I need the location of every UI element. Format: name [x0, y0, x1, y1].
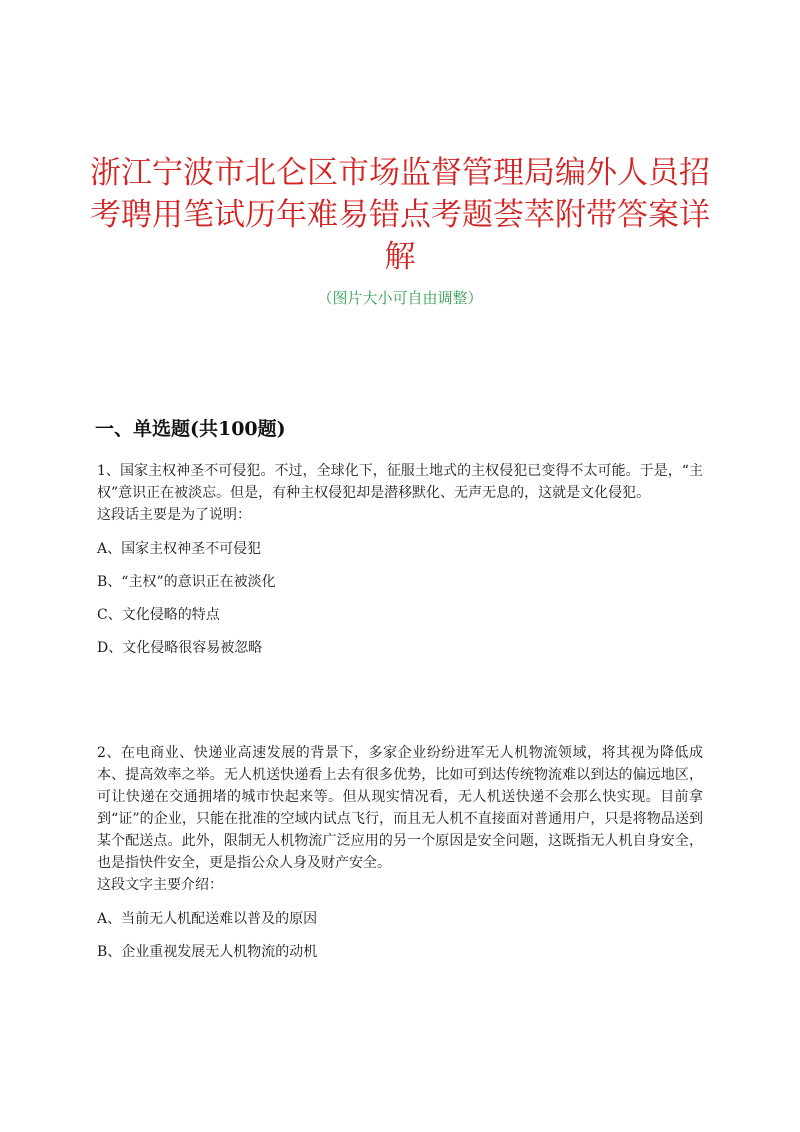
document-subtitle: （图片大小可自由调整）	[317, 289, 483, 307]
document-title: 浙江宁波市北仑区市场监督管理局编外人员招考聘用笔试历年难易错点考题荟萃附带答案详解	[90, 155, 710, 275]
question-2	[97, 742, 703, 974]
question-stem: 1、国家主权神圣不可侵犯。不过，全球化下，征服土地式的主权侵犯已变得不太可能。于是，“主权”意识正在被淡忘。但是，有种主权侵犯却是潜移默化、无声无息的，这就是文化侵犯。	[97, 463, 703, 501]
section-heading: 一、单选题(共100题)	[95, 418, 286, 440]
question-prompt: 这段文字主要介绍：	[97, 877, 223, 893]
question-prompt: 这段话主要是为了说明：	[97, 507, 251, 523]
option-list	[97, 538, 703, 659]
option-a: A、当前无人机配送难以普及的原因	[97, 911, 318, 927]
option-list	[97, 908, 703, 963]
option-b: B、“主权”的意识正在被淡化	[97, 574, 276, 590]
option-b: B、企业重视发展无人机物流的动机	[97, 944, 318, 960]
option-c: C、文化侵略的特点	[97, 607, 220, 623]
option-a: A、国家主权神圣不可侵犯	[97, 541, 262, 557]
question-1	[97, 460, 703, 670]
option-d: D、文化侵略很容易被忽略	[97, 640, 263, 656]
question-stem: 2、在电商业、快递业高速发展的背景下，多家企业纷纷进军无人机物流领域，将其视为降低成本、提高效率之举。无人机送快递看上去有很多优势，比如可到达传统物流难以到达的偏远地区，可让快递在交通拥堵的城市快起来等。但从现实情况看，无人机送快递不会那么快实现。目前拿到“证”的企业，只能在批准的空域内试点飞行，而且无人机不直接面对普通用户，只是将物品送到某个配送点。此外，限制无人机物流广泛应用的另一个原因是安全问题，这既指无人机自身安全，也是指快件安全，更是指公众人身及财产安全。	[97, 745, 703, 871]
